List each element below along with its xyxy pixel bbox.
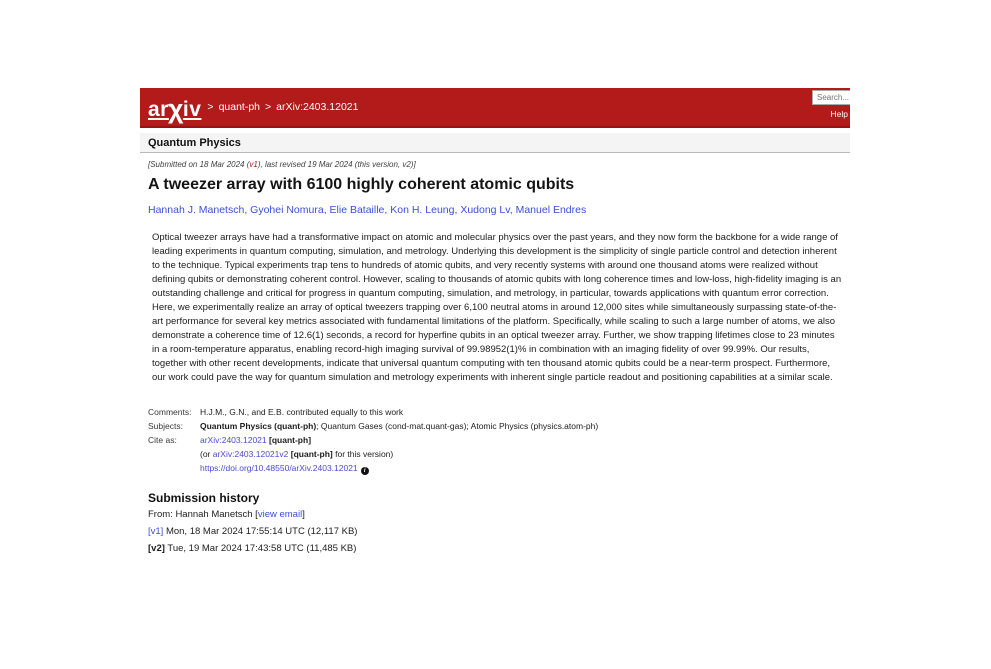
arxiv-abstract-page	[140, 88, 850, 556]
comments-label: Comments:	[148, 407, 192, 417]
v2-tag: [v2]	[148, 543, 165, 554]
cite-version-line	[200, 449, 850, 460]
from-suffix: ]	[302, 509, 305, 520]
submission-history	[148, 491, 850, 556]
breadcrumb-separator: >	[265, 101, 272, 113]
subjects-value	[200, 421, 850, 432]
primary-subject: Quantum Physics (quant-ph)	[200, 421, 317, 431]
cite-as-value	[200, 435, 850, 478]
header-banner	[140, 88, 850, 128]
subjects-label: Subjects:	[148, 421, 183, 431]
help-link[interactable]: Help	[830, 109, 848, 119]
v2-timestamp: Tue, 19 Mar 2024 17:43:58 UTC (11,485 KB)	[164, 543, 357, 554]
dateline-v1-link[interactable]: v1	[249, 160, 258, 169]
search-input[interactable]	[812, 90, 850, 105]
breadcrumb-separator: >	[207, 101, 214, 113]
v1-link[interactable]: [v1]	[148, 526, 164, 537]
logo-text-pre: ar	[148, 97, 169, 121]
breadcrumb-arxiv-id-link[interactable]: arXiv:2403.12021	[276, 101, 359, 113]
abstract-content	[140, 160, 850, 556]
abstract-text: Optical tweezer arrays have had a transformative impact on atomic and molecular physics over the past years, and they now form the backbone for a wide range of leading experiments in quantum computing, simulation, and metrology. Underlying this development is the simplicity of single particle control and detection inherent to the technique. Typical experiments trap tens to hundreds of atomic qubits, and very recently systems with around one thousand atoms were realized without defining qubits or demonstrating coherent control. However, scaling to thousands of atomic qubits with long coherence times and low-loss, high-fidelity imaging is an outstanding challenge and critical for progress in quantum computing, simulation, and metrology, in particular, towards applications with quantum error correction. Here, we experimentally realize an array of optical tweezers trapping over 6,100 neutral atoms in around 12,000 sites while simultaneously surpassing state-of-the-art performance for several key metrics associated with fundamental limitations of the platform. Specifically, while scaling to such a large number of atoms, we also demonstrate a coherence time of 12.6(1) seconds, a record for hyperfine qubits in an optical tweezer array. Further, we show trapping lifetimes close to 23 minutes in a room-temperature apparatus, enabling record-high imaging survival of 99.98952(1)% in combination with an imaging fidelity of over 99.99%. Our results, together with other recent developments, indicate that universal quantum computing with ten thousand atomic qubits could be a near-term prospect. Furthermore, our work could pave the way for quantum simulation and metrology experiments with inherent single particle readout and positioning capabilities at a similar scale.	[152, 232, 842, 383]
cite-as-label: Cite as:	[148, 435, 177, 445]
from-prefix: From: Hannah Manetsch [	[148, 509, 258, 520]
author-link: Hannah J. Manetsch ,	[148, 204, 250, 216]
subject-bar	[140, 133, 850, 153]
from-line	[148, 508, 850, 522]
authors-line	[148, 204, 850, 216]
dateline-suffix: ), last revised 19 Mar 2024 (this version, v2)]	[257, 160, 416, 169]
arxiv-logo[interactable]	[148, 93, 202, 124]
cite-version-link[interactable]: arXiv:2403.12021v2	[212, 449, 289, 459]
cite-version-category: [quant-ph]	[290, 449, 333, 459]
breadcrumb-category-link[interactable]: quant-ph	[218, 101, 261, 113]
logo-text-post: iv	[182, 97, 202, 121]
info-icon[interactable]: i	[361, 467, 369, 475]
metadata-table	[148, 407, 850, 478]
cite-arxiv-line	[200, 435, 850, 446]
breadcrumb	[207, 101, 358, 113]
author-link: Kon H. Leung ,	[390, 204, 460, 216]
version-row-v2	[148, 542, 850, 556]
cite-version-suffix: for this version)	[332, 449, 394, 459]
author-link: Manuel Endres	[515, 204, 587, 216]
doi-link[interactable]: https://doi.org/10.48550/arXiv.2403.12021	[200, 463, 358, 473]
cite-arxiv-category: [quant-ph]	[269, 435, 312, 445]
cite-version-prefix: (or	[200, 449, 213, 459]
cite-arxiv-id-link[interactable]: arXiv:2403.12021	[200, 435, 267, 445]
dateline-prefix: [Submitted on 18 Mar 2024 (	[148, 160, 250, 169]
v1-timestamp: Mon, 18 Mar 2024 17:55:14 UTC (12,117 KB)	[163, 526, 358, 537]
submission-history-title: Submission history	[148, 491, 260, 505]
author-link: Elie Bataille ,	[330, 204, 391, 216]
version-row-v1	[148, 525, 850, 539]
logo-chi-glyph: χ	[167, 93, 184, 124]
secondary-subjects: ; Quantum Gases (cond-mat.quant-gas); Atomic Physics (physics.atom-ph)	[316, 421, 599, 431]
doi-line	[200, 463, 850, 475]
author-link: Gyohei Nomura ,	[250, 204, 329, 216]
subject-bar-label: Quantum Physics	[148, 137, 241, 149]
paper-title: A tweezer array with 6100 highly coherent atomic qubits	[148, 176, 575, 193]
view-email-link[interactable]: view email	[257, 509, 303, 520]
author-link: Xudong Lv ,	[460, 204, 515, 216]
comments-value: H.J.M., G.N., and E.B. contributed equally to this work	[200, 407, 404, 417]
dateline	[148, 160, 850, 169]
